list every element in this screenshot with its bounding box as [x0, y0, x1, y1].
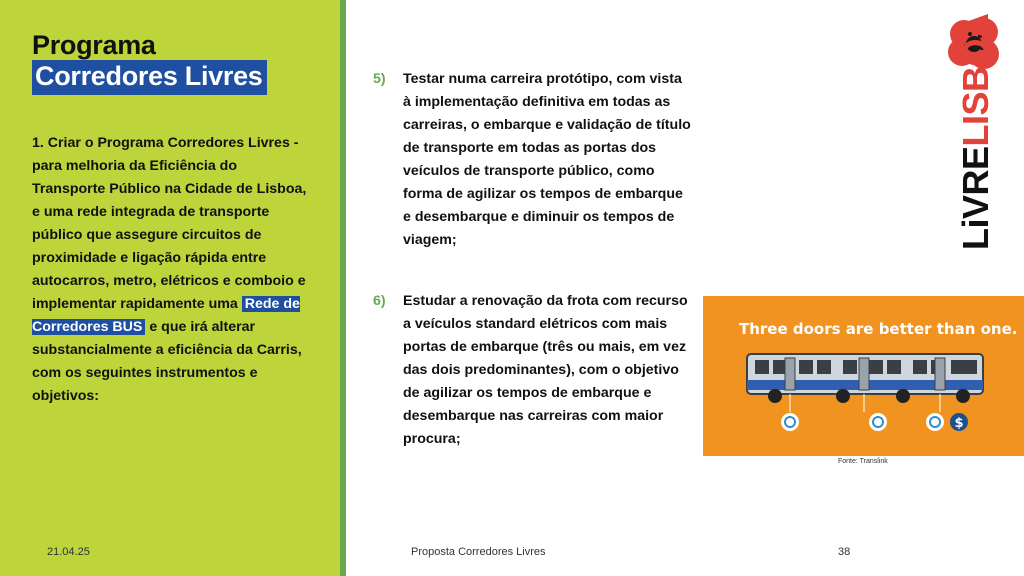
articulated-bus-icon — [703, 296, 1024, 456]
list-item-number: 5) — [373, 71, 386, 87]
list-item-6 — [373, 290, 693, 451]
intro-text-before: 1. Criar o Programa Corredores Livres - para melhoria da Eficiência do Transporte Público na Cidade de Lisboa, e uma rede integrada de transporte público que assegure circuitos de proximidade e ligação rápida entre autocarros, metro, elétricos e comboio e implementar rapidamente uma — [32, 135, 307, 312]
image-source: Fonte: Translink — [838, 458, 888, 465]
footer-title: Proposta Corredores Livres — [411, 546, 546, 558]
intro-text — [32, 132, 312, 408]
svg-text:$: $ — [954, 416, 964, 431]
image-caption: Three doors are better than one. — [739, 320, 1018, 338]
list-item-text: Testar numa carreira protótipo, com vista à implementação definitiva em todas as carreiras, o embarque e validação de título de transporte em todas as portas dos veículos de transporte público, como forma de agilizar os tempos de embarque e desembarque e diminuir os tempos de viagem; — [403, 71, 691, 248]
wordmark-livre: LiVRE — [955, 146, 996, 250]
wordmark-lisboa: LISBOA — [955, 13, 996, 147]
list-item-5 — [373, 68, 693, 252]
validator-icons — [781, 413, 968, 431]
slide-title-line2: Corredores Livres — [32, 60, 267, 95]
page-number: 38 — [838, 546, 851, 558]
list-item-number: 6) — [373, 293, 386, 309]
intro-highlight: Rede de Corredores BUS — [32, 296, 300, 335]
bus-illustration — [703, 296, 1024, 456]
intro-text-after: e que irá alterar substancialmente a eficiência da Carris, com os seguintes instrumentos e objetivos: — [32, 319, 302, 404]
livre-lisboa-wordmark — [955, 13, 997, 250]
panel-divider — [340, 0, 346, 576]
list-item-text: Estudar a renovação da frota com recurso a veículos standard elétricos com mais portas de embarque (três ou mais, em vez das dois predominantes), com o objetivo de agilizar os tempos de embarque e desembarque nas carreiras com maior procura; — [403, 293, 688, 447]
footer-date: 21.04.25 — [47, 546, 90, 558]
slide-title-line1: Programa — [32, 30, 156, 60]
